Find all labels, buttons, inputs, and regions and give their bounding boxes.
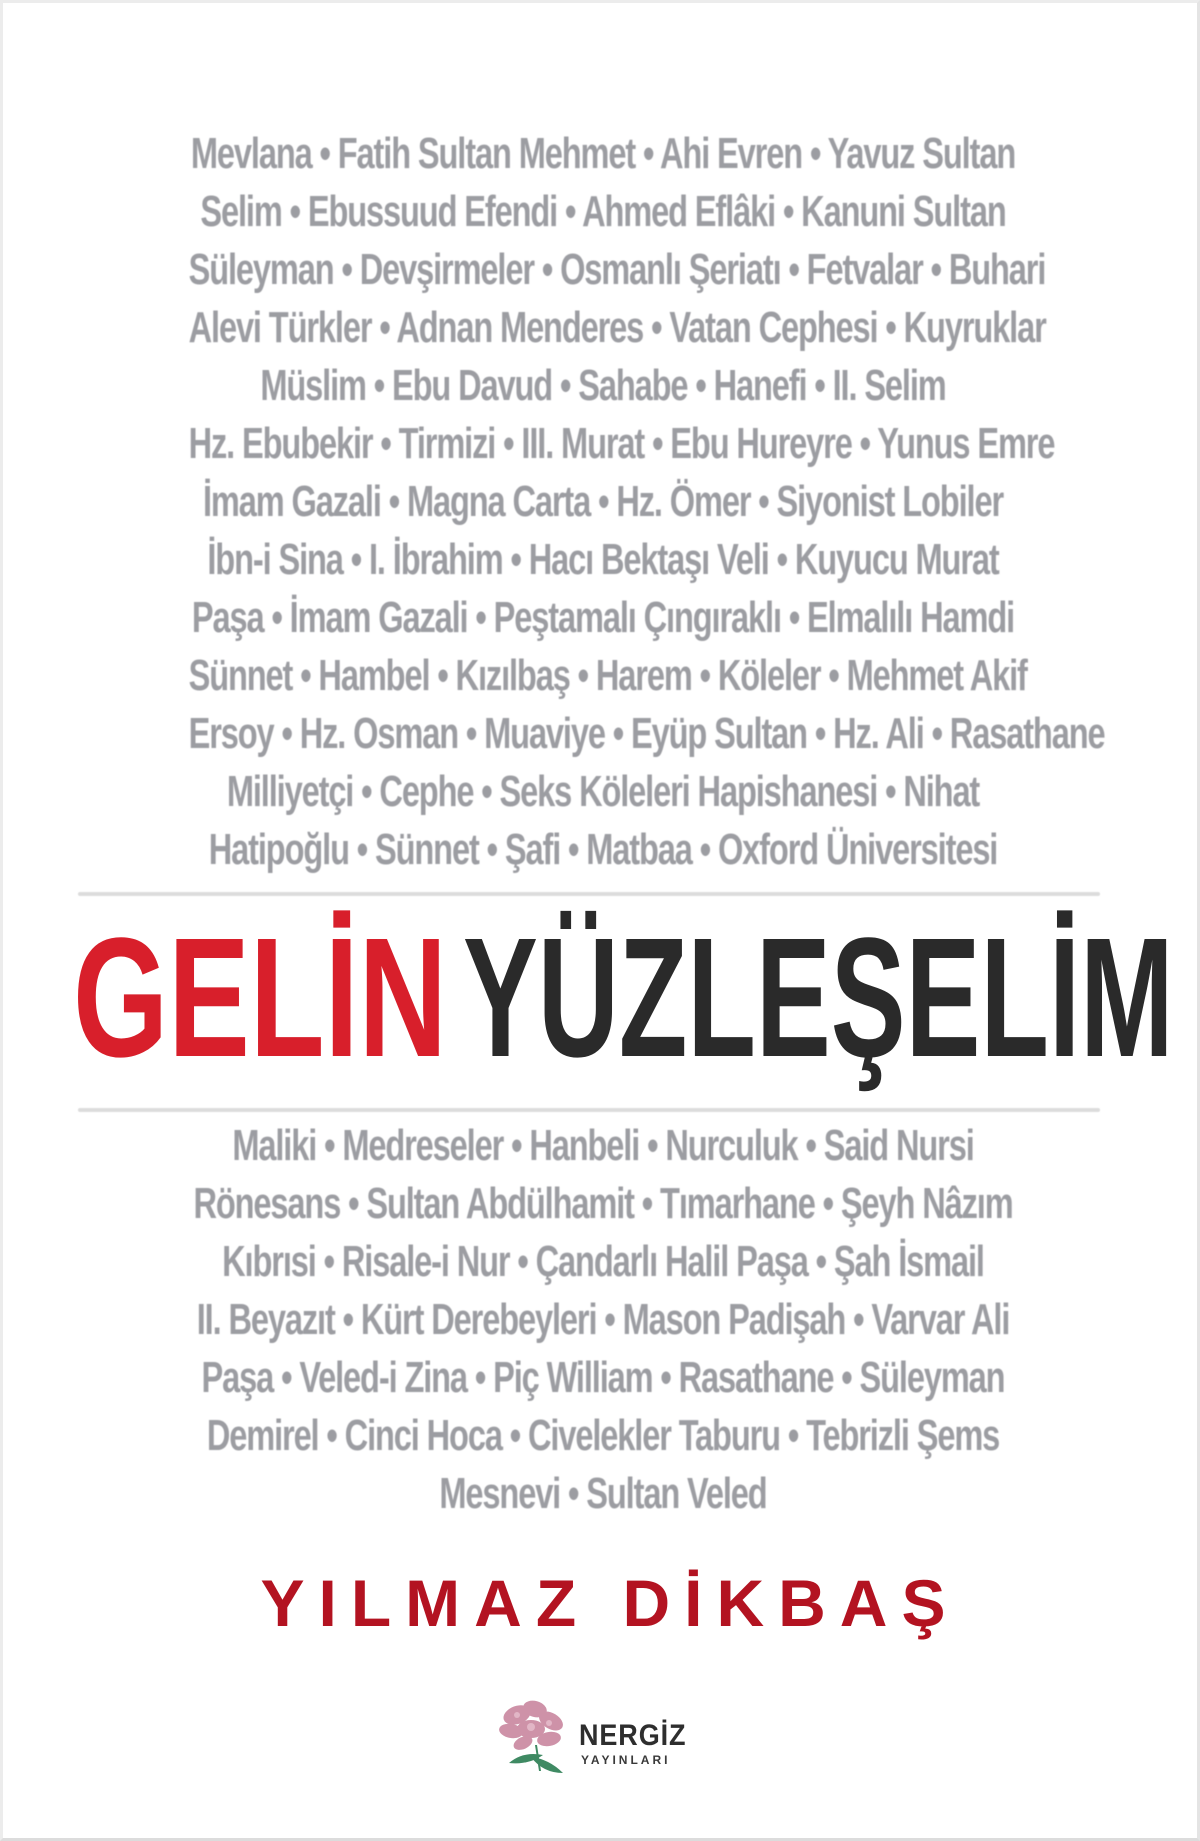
keyword-line: Sünnet • Hambel • Kızılbaş • Harem • Köleler • Mehmet Akif <box>188 651 1027 700</box>
keyword-line: Hz. Ebubekir • Tirmizi • III. Murat • Ebu Hureyre • Yunus Emre <box>188 419 1055 468</box>
keyword-line: Kıbrısi • Risale-i Nur • Çandarlı Halil Paşa • Şah İsmail <box>222 1237 984 1286</box>
keyword-list-bottom <box>43 1117 1163 1523</box>
keyword-line: İmam Gazali • Magna Carta • Hz. Ömer • Siyonist Lobiler <box>202 477 1004 526</box>
book-title <box>3 903 1200 1093</box>
publisher-subtitle: YAYINLARI <box>581 1753 671 1767</box>
publisher-logo <box>491 1693 721 1783</box>
keyword-line: Paşa • Veled-i Zina • Piç William • Rasathane • Süleyman <box>201 1353 1005 1402</box>
keyword-line: Süleyman • Devşirmeler • Osmanlı Şeriatı • Fetvalar • Buhari <box>188 245 1046 294</box>
keyword-line: II. Beyazıt • Kürt Derebeyleri • Mason Padişah • Varvar Ali <box>196 1295 1010 1344</box>
keyword-line: Rönesans • Sultan Abdülhamit • Tımarhane • Şeyh Nâzım <box>193 1179 1013 1228</box>
keyword-line: Maliki • Medreseler • Hanbeli • Nurculuk • Said Nursi <box>232 1121 974 1170</box>
publisher-name: NERGİZ <box>579 1719 687 1752</box>
keyword-line: Ersoy • Hz. Osman • Muaviye • Eyüp Sultan • Hz. Ali • Rasathane <box>188 709 1105 758</box>
keyword-list-top <box>43 125 1163 879</box>
keyword-line: Demirel • Cinci Hoca • Civelekler Taburu • Tebrizli Şems <box>206 1411 1000 1460</box>
keyword-line: Alevi Türkler • Adnan Menderes • Vatan Cephesi • Kuyruklar <box>188 303 1046 352</box>
keyword-line: Paşa • İmam Gazali • Peştamalı Çıngıraklı • Elmalılı Hamdi <box>191 593 1015 642</box>
title-word-yuzleselim: YÜZLEŞELİM <box>463 903 1174 1093</box>
narcissus-flower-icon <box>491 1693 586 1783</box>
keyword-line: İbn-i Sina • I. İbrahim • Hacı Bektaşı Veli • Kuyucu Murat <box>207 535 999 584</box>
divider-top <box>78 892 1100 896</box>
keyword-line: Müslim • Ebu Davud • Sahabe • Hanefi • II. Selim <box>260 361 946 410</box>
author-name: YILMAZ DİKBAŞ <box>260 1566 960 1640</box>
keyword-line: Hatipoğlu • Sünnet • Şafi • Matbaa • Oxford Üniversitesi <box>208 825 998 874</box>
title-word-gelin: GELİN <box>73 903 448 1093</box>
keyword-line: Mevlana • Fatih Sultan Mehmet • Ahi Evren • Yavuz Sultan <box>190 129 1016 178</box>
keyword-line: Mesnevi • Sultan Veled <box>439 1469 767 1518</box>
keyword-line: Selim • Ebussuud Efendi • Ahmed Eflâki • Kanuni Sultan <box>200 187 1006 236</box>
divider-bottom <box>78 1108 1100 1112</box>
keyword-line: Milliyetçi • Cephe • Seks Köleleri Hapishanesi • Nihat <box>226 767 980 816</box>
